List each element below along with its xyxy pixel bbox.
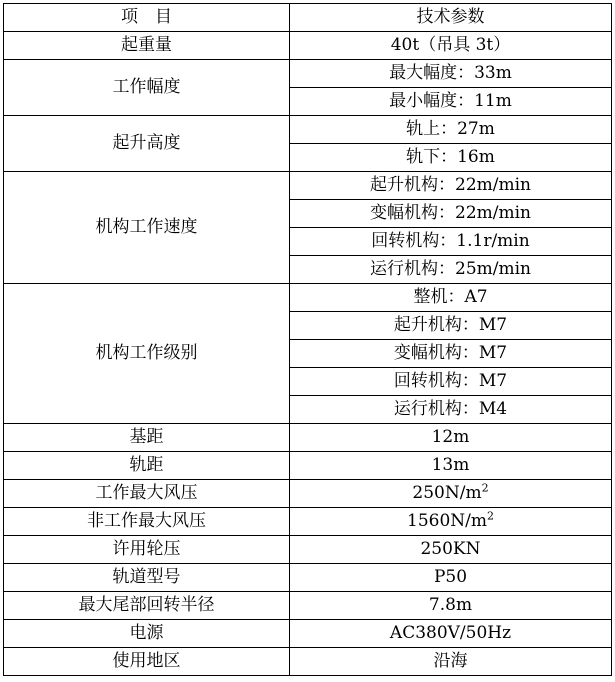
row-value [290, 480, 612, 508]
row-value: 回转机构：M7 [290, 368, 612, 396]
row-label: 机构工作级别 [4, 284, 290, 424]
row-value [290, 508, 612, 536]
technical-parameters-table [3, 3, 612, 676]
unit-exponent: 2 [487, 509, 494, 523]
row-label: 许用轮压 [4, 536, 290, 564]
row-value: 沿海 [290, 648, 612, 676]
header-item: 项 目 [4, 4, 290, 32]
row-value: 250KN [290, 536, 612, 564]
row-value: 整机：A7 [290, 284, 612, 312]
row-value: 7.8m [290, 592, 612, 620]
unit-exponent: 2 [481, 481, 489, 495]
table-row [4, 452, 612, 480]
row-label: 非工作最大风压 [4, 508, 290, 536]
table-row [4, 284, 612, 312]
table-row [4, 648, 612, 676]
row-value: 变幅机构：22m/min [290, 200, 612, 228]
table-row [4, 536, 612, 564]
table-row [4, 480, 612, 508]
table-row [4, 60, 612, 88]
row-value: 变幅机构：M7 [290, 340, 612, 368]
row-value: 运行机构：M4 [290, 396, 612, 424]
row-value: 回转机构：1.1r/min [290, 228, 612, 256]
table-row [4, 592, 612, 620]
row-value: 起升机构：M7 [290, 312, 612, 340]
row-value: 12m [290, 424, 612, 452]
table-header-row [4, 4, 612, 32]
value-text: 1560N/m [407, 511, 487, 531]
row-value: 40t（吊具 3t） [290, 32, 612, 60]
table-row [4, 564, 612, 592]
row-value: P50 [290, 564, 612, 592]
row-value: 最大幅度：33m [290, 60, 612, 88]
row-value: 运行机构：25m/min [290, 256, 612, 284]
header-value: 技术参数 [290, 4, 612, 32]
row-label: 电源 [4, 620, 290, 648]
row-label: 最大尾部回转半径 [4, 592, 290, 620]
row-value: 13m [290, 452, 612, 480]
row-value: 轨下：16m [290, 144, 612, 172]
row-label: 起重量 [4, 32, 290, 60]
row-label: 轨距 [4, 452, 290, 480]
value-text: 250N/m [412, 483, 482, 503]
row-value: AC380V/50Hz [290, 620, 612, 648]
row-label: 机构工作速度 [4, 172, 290, 284]
row-value: 起升机构：22m/min [290, 172, 612, 200]
row-label: 起升高度 [4, 116, 290, 172]
table-row [4, 508, 612, 536]
table-row [4, 172, 612, 200]
table-row [4, 620, 612, 648]
row-label: 工作最大风压 [4, 480, 290, 508]
row-label: 工作幅度 [4, 60, 290, 116]
table-row [4, 32, 612, 60]
row-label: 使用地区 [4, 648, 290, 676]
table-row [4, 116, 612, 144]
row-label: 轨道型号 [4, 564, 290, 592]
table-row [4, 424, 612, 452]
row-value: 轨上：27m [290, 116, 612, 144]
row-value: 最小幅度：11m [290, 88, 612, 116]
row-label: 基距 [4, 424, 290, 452]
